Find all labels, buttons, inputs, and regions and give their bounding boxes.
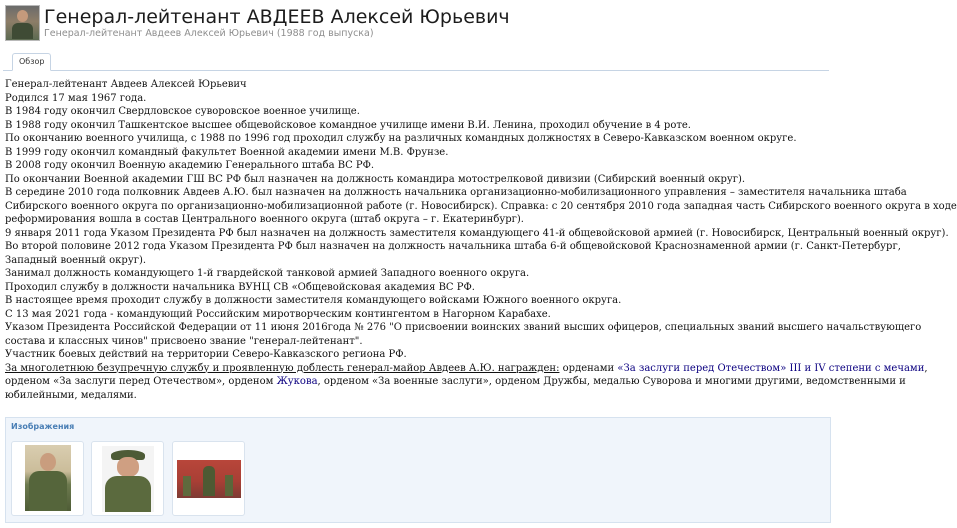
images-heading: Изображения: [11, 422, 75, 431]
bio-line: По окончании Военной академии ГШ ВС РФ был назначен на должность командира мотострелковой дивизии (Сибирский военный округ).: [5, 173, 746, 185]
awards-text: орденом «За заслуги перед Отечеством», орденом: [5, 376, 277, 387]
portrait-photo: [102, 446, 154, 512]
bio-line: В середине 2010 года полковник Авдеев А.Ю. был назначен на должность начальника организационно-мобилизационного управления – заместителя начальника штаба: [5, 187, 907, 198]
page-header: [0, 0, 832, 56]
parade-photo: [177, 460, 241, 498]
awards-line: [5, 375, 906, 389]
bio-line: По окончанию военного училища, с 1988 по 1996 год проходил службу на различных командных должностях в Северо-Кавказском военном округе.: [5, 133, 797, 144]
bio-line: В 1988 году окончил Ташкентское высшее общевойсковое командное училище имени В.И. Ленина, проходил обучение в 4 роте.: [5, 119, 691, 131]
biography-text: [5, 78, 957, 402]
page-subtitle: Генерал-лейтенант Авдеев Алексей Юрьевич (1988 год выпуска): [44, 28, 374, 39]
order-merit-link[interactable]: «За заслуги перед Отечеством» III и IV степени с мечами: [617, 362, 925, 374]
bio-line: Родился 17 мая 1967 года.: [5, 92, 147, 104]
image-thumbnail[interactable]: [172, 441, 245, 516]
bio-line: Занимал должность командующего 1-й гвардейской танковой армией Западного военного округа.: [5, 268, 530, 279]
awards-text: ,: [924, 362, 928, 374]
bio-line: Во второй половине 2012 года Указом Президента РФ был назначен на должность начальника штаба 6-й общевойсковой Краснознаменной армии (г. Санкт-Петербург,: [5, 241, 901, 252]
bio-line: реформирования вошла в состав Центрального военного округа (штаб округа – г. Екатеринбург).: [5, 214, 524, 225]
tab-bar: [3, 53, 829, 71]
bio-line: состава и классных чинов" присвоено звание "генерал-лейтенант".: [5, 335, 363, 347]
page-title: Генерал-лейтенант АВДЕЕВ Алексей Юрьевич: [44, 6, 510, 28]
bio-line: Западный военный округ).: [5, 254, 147, 266]
awards-text: , орденом «За военные заслуги», орденом Дружбы, медалью Суворова и многими другими, ведомственными и: [317, 376, 906, 387]
portrait-photo: [25, 445, 71, 511]
content-panel: [3, 71, 957, 523]
bio-line: Участник боевых действий на территории Северо-Кавказского региона РФ.: [5, 349, 407, 360]
bio-line: Указом Президента Российской Федерации от 11 июня 2016года № 276 "О присвоении воинских званий высших офицеров, специальных званий высшего начальствующего: [5, 322, 922, 333]
awards-line: юбилейными, медалями.: [5, 389, 137, 401]
bio-line: 9 января 2011 года Указом Президента РФ был назначен на должность заместителя командующего 41-й общевойсковой армией (г. Новосибирск, Центральный военный округ).: [5, 227, 949, 239]
bio-line: В 1999 году окончил командный факультет Военной академии имени М.В. Фрунзе.: [5, 146, 449, 158]
awards-text: орденами: [559, 362, 618, 374]
awards-line: [5, 362, 928, 376]
image-thumbnail[interactable]: [11, 441, 84, 516]
bio-line: В 2008 году окончил Военную академию Генерального штаба ВС РФ.: [5, 160, 375, 171]
bio-line: В 1984 году окончил Свердловское суворовское военное училище.: [5, 106, 360, 117]
order-zhukov-link[interactable]: Жукова: [276, 376, 318, 387]
bio-line: В настоящее время проходит службу в должности заместителя командующего войсками Южного военного округа.: [5, 295, 622, 306]
bio-line: Сибирского военного округа по организационно-мобилизационной работе (г. Новосибирск). Справка: с 20 сентября 2010 года западная часть Сибирского военного округа в ходе: [5, 200, 957, 212]
profile-avatar[interactable]: [5, 5, 40, 41]
bio-line: С 13 мая 2021 года - командующий Российским миротворческим контингентом в Нагорном Карабахе.: [5, 308, 551, 320]
awards-intro: За многолетнюю безупречную службу и проявленную доблесть генерал-майор Авдеев А.Ю. награжден:: [5, 362, 560, 374]
images-section: [5, 417, 831, 523]
bio-line: Генерал-лейтенант Авдеев Алексей Юрьевич: [5, 79, 247, 90]
tab-overview[interactable]: Обзор: [12, 53, 51, 71]
image-thumbnail[interactable]: [91, 441, 164, 516]
bio-line: Проходил службу в должности начальника ВУНЦ СВ «Общевойсковая академия ВС РФ.: [5, 281, 475, 293]
